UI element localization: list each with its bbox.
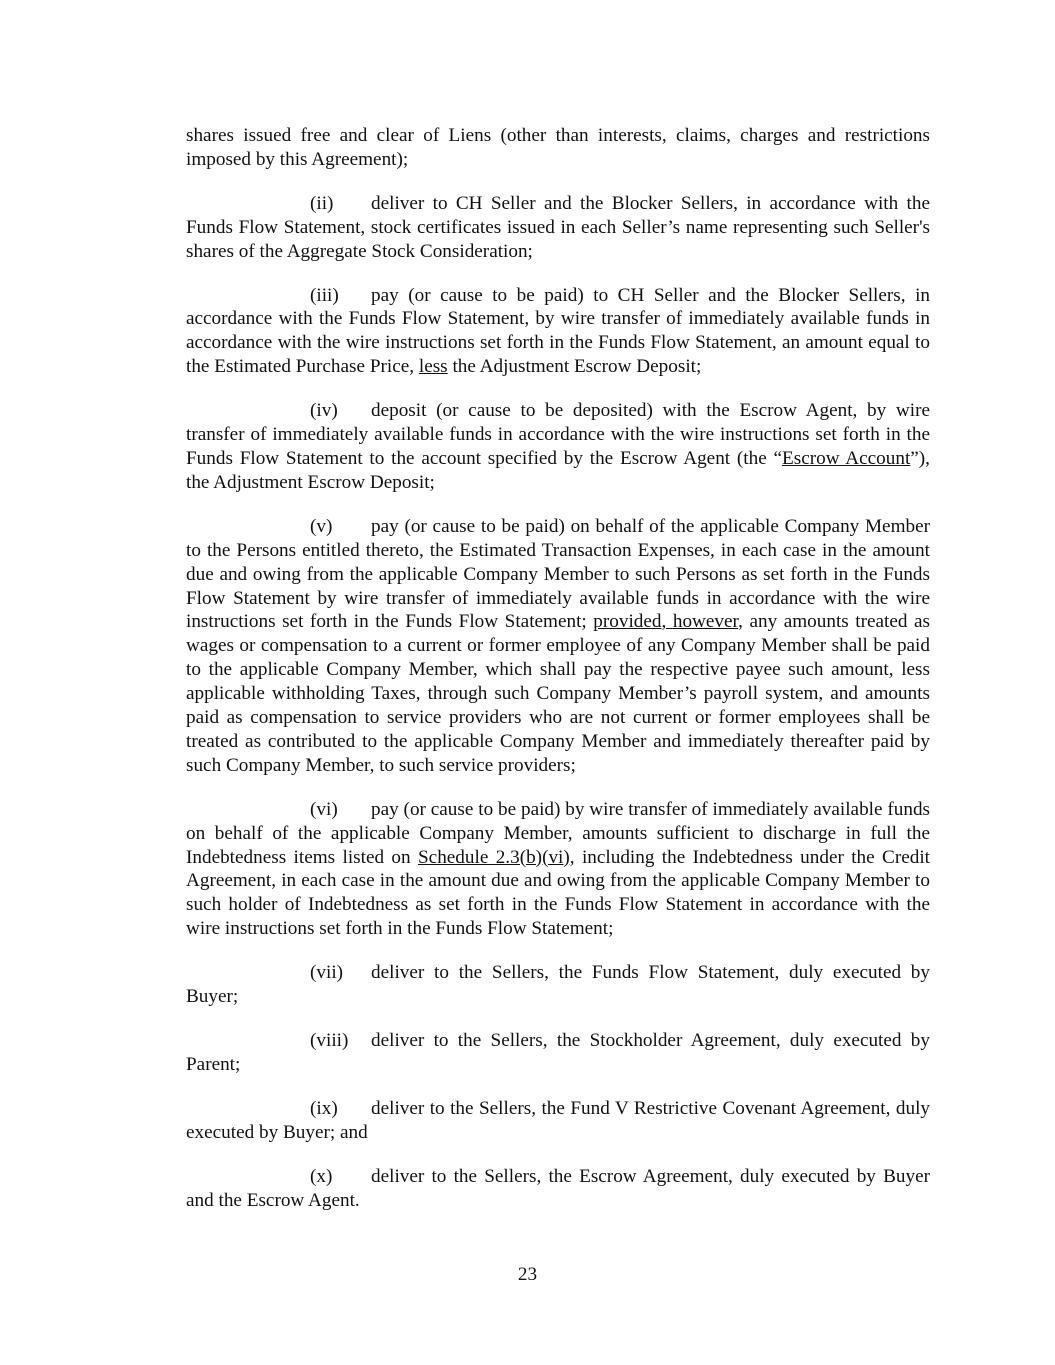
clause-text: pay (or cause to be paid) by wire transfer of immediately available funds on behalf of the applicable Company Member, amounts sufficient to discharge in full the Indebtedness items listed on (186, 798, 930, 868)
clause-second-line: Buyer; (186, 986, 239, 1008)
defined-term-escrow-account: Escrow Account (782, 447, 911, 469)
clause-number: (ii) (310, 192, 334, 214)
clause-text: deliver to the Sellers, the Funds Flow Statement, duly executed by (371, 962, 930, 984)
term-comma: , (661, 611, 673, 633)
schedule-reference: Schedule 2.3(b)(vi) (418, 846, 570, 868)
clause-ix (186, 1097, 930, 1145)
defined-term-less: less (418, 356, 448, 378)
page-number: 23 (517, 1264, 538, 1285)
clause-iii (186, 284, 930, 380)
clause-number: (vii) (310, 962, 344, 984)
term-provided: provided (593, 611, 662, 633)
clause-ii (186, 192, 930, 264)
clause-text-end: , any amounts treated as wages or compensation to a current or former employee of any Company Member shall be paid to the applicable Company Member, which shall pay the respective payee such amount, less applicable withholding Taxes, through such Company Member’s payroll system, and amounts paid as compensation to service providers who are not current or former employees shall be treated as contributed to the applicable Company Member and immediately thereafter paid by such Company Member, to such service providers; (186, 611, 931, 776)
clause-text: deliver to the Sellers, the Fund V Restrictive Covenant Agreement, duly executed by Buyer; and (186, 1097, 930, 1143)
clause-number: (vi) (310, 798, 338, 820)
clause-number: (iv) (310, 400, 338, 422)
clause-first-line (186, 1029, 930, 1053)
clause-text: deliver to CH Seller and the Blocker Sellers, in accordance with the Funds Flow Statement, stock certificates issued in each Seller’s name representing such Seller's shares of the Aggregate Stock Consideration; (186, 192, 930, 262)
clause-number: (viii) (310, 1030, 349, 1051)
clause-vi (186, 798, 930, 941)
clause-text-end: ”), the Adjustment Escrow Deposit; (186, 447, 930, 493)
term-however: however (672, 611, 739, 633)
clause-number: (v) (310, 515, 333, 537)
clause-viii (186, 1029, 930, 1077)
clause-text: deliver to the Sellers, the Stockholder Agreement, duly executed by (371, 1030, 930, 1051)
clause-text-end: , including the Indebtedness under the Credit Agreement, in each case in the amount due and owing from the applicable Company Member to such holder of Indebtedness as set forth in the Funds Flow Statement in accordance with the wire instructions set forth in the Funds Flow Statement; (186, 846, 930, 940)
clause-text-end: the Adjustment Escrow Deposit; (447, 356, 702, 378)
clause-text: deliver to the Sellers, the Escrow Agreement, duly executed by Buyer and the Escrow Agent. (186, 1165, 930, 1211)
clause-first-line (186, 961, 930, 985)
clause-second-line: Parent; (186, 1053, 241, 1075)
clause-text: pay (or cause to be paid) on behalf of the applicable Company Member to the Persons entitled thereto, the Estimated Transaction Expenses, in each case in the amount due and owing from the applicable Company Member to such Persons as set forth in the Funds Flow Statement by wire transfer of immediately available funds in accordance with the wire instructions set forth in the Funds Flow Statement; (186, 515, 930, 633)
clause-iv (186, 399, 930, 495)
clause-number: (x) (310, 1165, 333, 1187)
opening-paragraph (186, 124, 930, 172)
clause-v (186, 515, 930, 778)
clause-vii (186, 961, 930, 1009)
clause-number: (iii) (310, 284, 339, 306)
clause-number: (ix) (310, 1097, 338, 1119)
clause-x (186, 1165, 930, 1213)
clause-text: deposit (or cause to be deposited) with the Escrow Agent, by wire transfer of immediately available funds in accordance with the wire instructions set forth in the Funds Flow Statement to the account specified by the Escrow Agent (the “ (186, 400, 930, 469)
clause-text: pay (or cause to be paid) to CH Seller and the Blocker Sellers, in accordance with the Funds Flow Statement, by wire transfer of immediately available funds in accordance with the wire instructions set forth in the Funds Flow Statement, an amount equal to the Estimated Purchase Price, (186, 284, 930, 378)
opening-text: shares issued free and clear of Liens (other than interests, claims, charges and restrictions imposed by this Agreement); (186, 125, 930, 170)
document-body (186, 124, 930, 1232)
